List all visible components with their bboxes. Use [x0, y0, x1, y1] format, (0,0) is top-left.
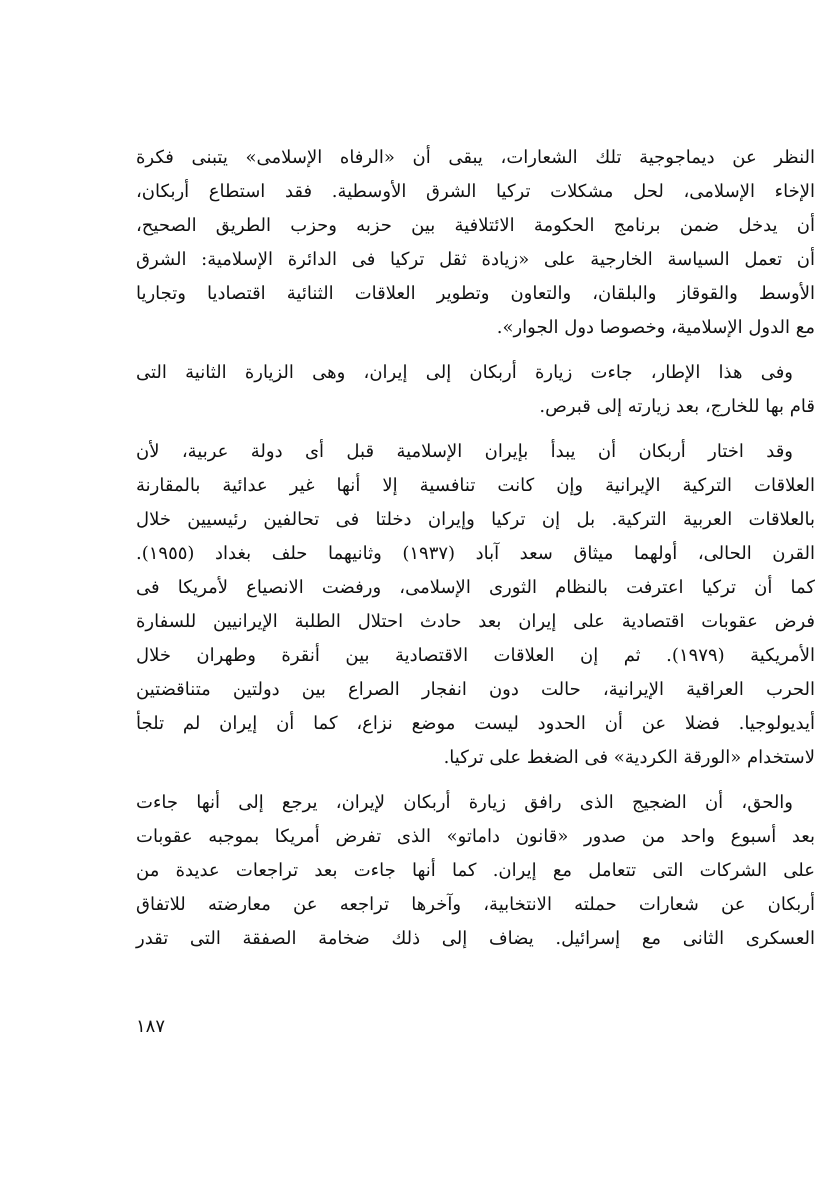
text-line: أن تعمل السياسة الخارجية على «زيادة ثقل تركيا فى الدائرة الإسلامية: الشرق — [136, 249, 815, 270]
text-line: والحق، أن الضجيج الذى رافق زيارة أربكان لإيران، يرجع إلى أنها جاءت — [136, 792, 793, 813]
page-number: ١٨٧ — [136, 1016, 166, 1037]
text-line: النظر عن ديماجوجية تلك الشعارات، يبقى أن «الرفاه الإسلامى» يتبنى فكرة — [136, 147, 815, 168]
body-text — [136, 141, 815, 956]
text-line: فرض عقوبات اقتصادية على إيران بعد حادث احتلال الطلبة الإيرانيين للسفارة — [136, 611, 815, 632]
text-line: على الشركات التى تتعامل مع إيران. كما أنها جاءت بعد تراجعات عديدة من — [136, 860, 815, 881]
paragraph-2 — [136, 356, 815, 424]
text-line: بعد أسبوع واحد من صدور «قانون داماتو» الذى تفرض أمريكا بموجبه عقوبات — [136, 826, 815, 847]
paragraph-1 — [136, 141, 815, 345]
paragraph-3 — [136, 435, 815, 775]
text-line: القرن الحالى، أولهما ميثاق سعد آباد (١٩٣٧) وثانيهما حلف بغداد (١٩٥٥). — [136, 543, 816, 564]
text-line: الإخاء الإسلامى، لحل مشكلات تركيا الشرق الأوسطية. فقد استطاع أربكان، — [136, 181, 815, 202]
text-line: الأوسط والقوقاز والبلقان، والتعاون وتطوير العلاقات الثنائية اقتصاديا وتجاريا — [136, 283, 815, 304]
text-line: العلاقات التركية الإيرانية وإن كانت تنافسية إلا أنها غير عدائية بالمقارنة — [136, 475, 815, 496]
text-line: لاستخدام «الورقة الكردية» فى الضغط على تركيا. — [443, 747, 815, 768]
paragraph-4 — [136, 786, 815, 956]
text-line: أن يدخل ضمن برنامج الحكومة الائتلافية بين حزبه وحزب الطريق الصحيح، — [136, 215, 815, 236]
text-line: وقد اختار أربكان أن يبدأ بإيران الإسلامية قبل أى دولة عربية، لأن — [136, 441, 793, 462]
text-line: أيديولوجيا. فضلا عن أن الحدود ليست موضع نزاع، كما أن إيران لم تلجأ — [136, 713, 815, 734]
text-line: قام بها للخارج، بعد زيارته إلى قبرص. — [539, 396, 815, 417]
text-line: بالعلاقات العربية التركية. بل إن تركيا وإيران دخلتا فى تحالفين رئيسيين خلال — [136, 509, 815, 530]
paragraph-spacer — [136, 345, 815, 356]
text-line: أربكان عن شعارات حملته الانتخابية، وآخرها تراجعه عن معارضته للاتفاق — [136, 894, 815, 915]
text-line: الأمريكية (١٩٧٩). ثم إن العلاقات الاقتصادية بين أنقرة وطهران خلال — [136, 645, 815, 666]
paragraph-spacer — [136, 775, 815, 786]
paragraph-spacer — [136, 424, 815, 435]
text-line: العسكرى الثانى مع إسرائيل. يضاف إلى ذلك ضخامة الصفقة التى تقدر — [136, 928, 815, 949]
text-line: مع الدول الإسلامية، وخصوصا دول الجوار». — [496, 317, 815, 338]
text-line: الحرب العراقية الإيرانية، حالت دون انفجار الصراع بين دولتين متناقضتين — [136, 679, 816, 700]
text-line: كما أن تركيا اعترفت بالنظام الثورى الإسلامى، ورفضت الانصياع لأمريكا فى — [136, 577, 815, 598]
text-line: وفى هذا الإطار، جاءت زيارة أربكان إلى إيران، وهى الزيارة الثانية التى — [136, 362, 793, 383]
